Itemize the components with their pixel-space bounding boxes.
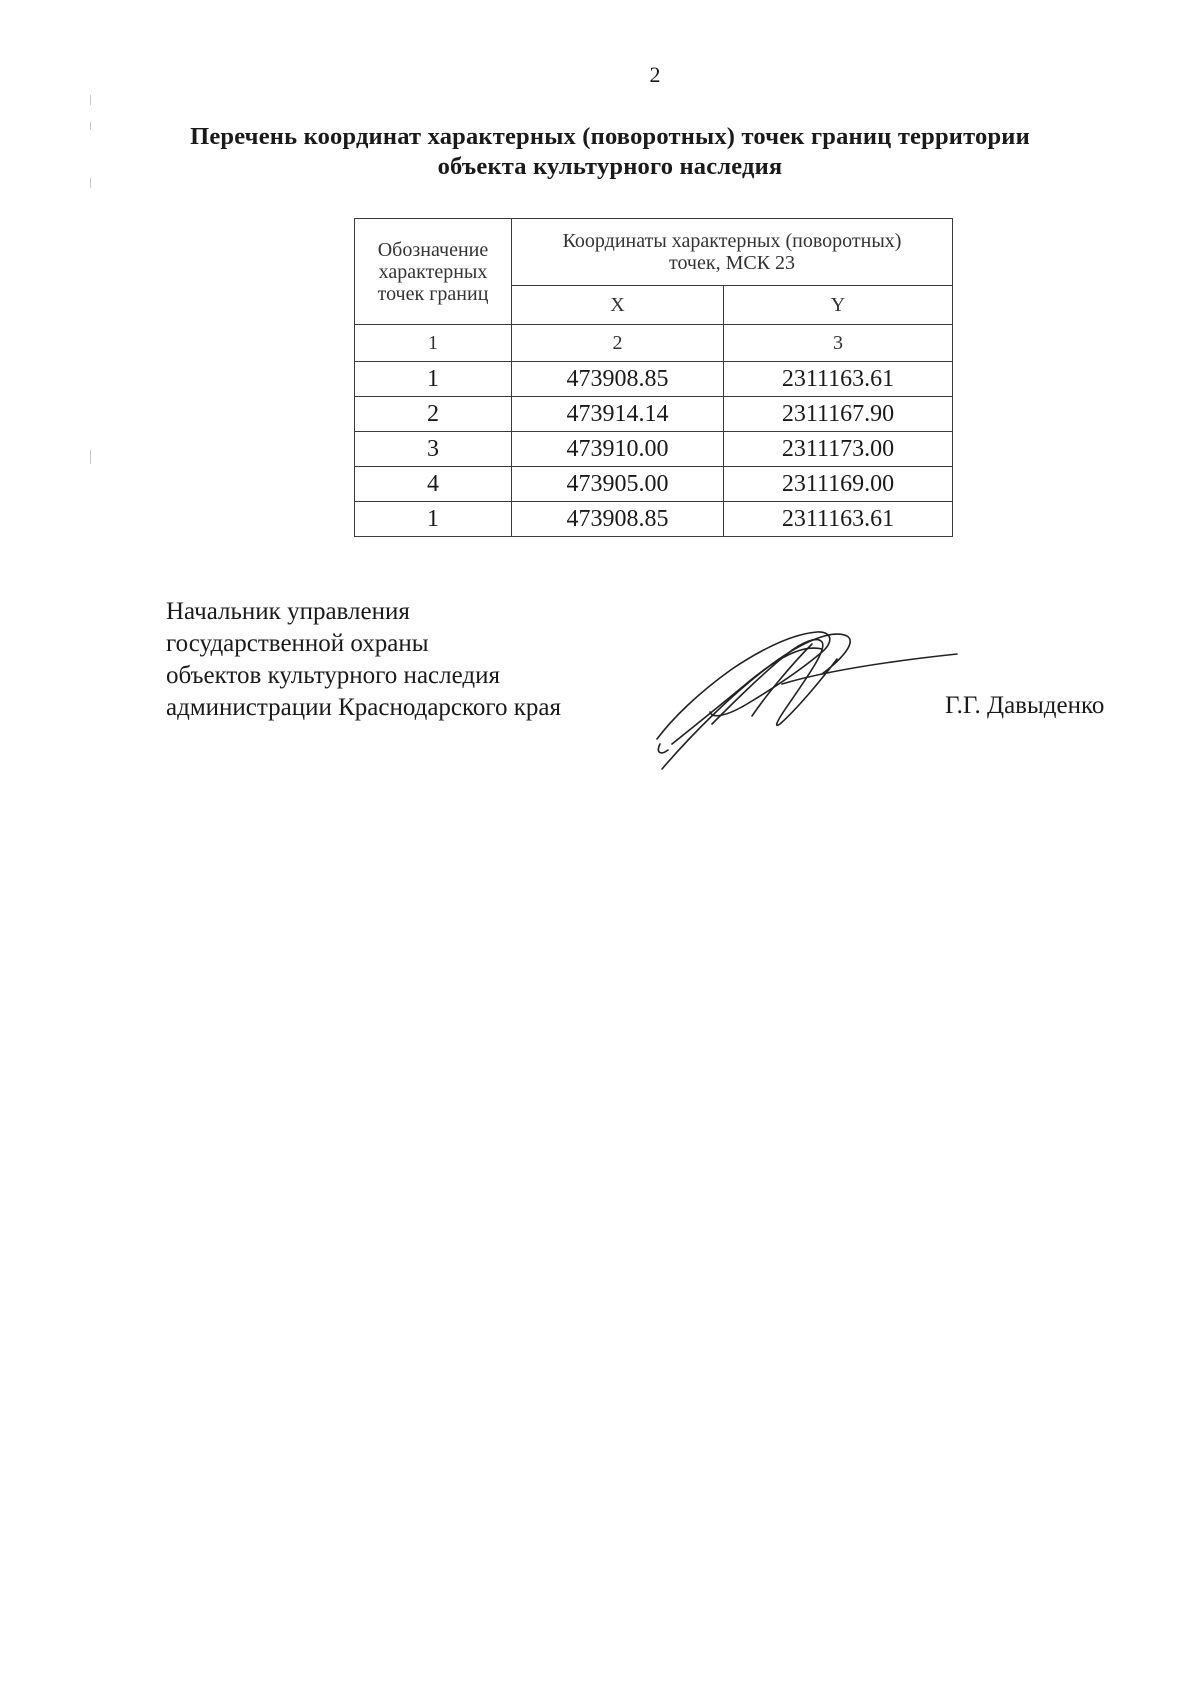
table-row — [355, 467, 953, 502]
position-line: государственной охраны — [166, 630, 429, 657]
point-id: 2 — [355, 397, 512, 432]
table-row — [355, 502, 953, 537]
coord-x: 473914.14 — [512, 397, 724, 432]
position-line: Начальник управления — [166, 598, 410, 625]
signatory-position — [166, 596, 561, 724]
point-id: 4 — [355, 467, 512, 502]
coord-x: 473905.00 — [512, 467, 724, 502]
point-id: 1 — [355, 502, 512, 537]
coord-x: 473910.00 — [512, 432, 724, 467]
table-row — [355, 397, 953, 432]
header-coordinates-group: Координаты характерных (поворотных) точек, МСК 23 — [512, 219, 953, 286]
margin-mark — [90, 95, 91, 105]
coord-y: 2311173.00 — [724, 432, 953, 467]
position-line: объектов культурного наследия — [166, 662, 500, 689]
coord-x: 473908.85 — [512, 362, 724, 397]
header-x: X — [512, 286, 724, 325]
title-line-1: Перечень координат характерных (поворотных) точек границ территории — [190, 123, 1030, 150]
column-number: 2 — [512, 325, 724, 362]
point-id: 1 — [355, 362, 512, 397]
signer-name: Г.Г. Давыденко — [945, 692, 1105, 719]
margin-mark — [90, 450, 91, 464]
position-line: администрации Краснодарского края — [166, 694, 562, 721]
coord-y: 2311167.90 — [724, 397, 953, 432]
table-row — [355, 432, 953, 467]
table-row — [355, 362, 953, 397]
column-number: 3 — [724, 325, 953, 362]
coord-y: 2311163.61 — [724, 502, 953, 537]
point-id: 3 — [355, 432, 512, 467]
page-number: 2 — [649, 62, 661, 87]
document-title — [160, 122, 1060, 182]
column-numbers-row — [355, 325, 953, 362]
margin-mark — [90, 178, 91, 188]
handwritten-signature — [652, 624, 972, 774]
coord-x: 473908.85 — [512, 502, 724, 537]
table-header-row — [355, 219, 953, 286]
coordinates-table — [354, 218, 953, 537]
header-point-designation: Обозначение характерных точек границ — [355, 219, 512, 325]
column-number: 1 — [355, 325, 512, 362]
title-line-2: объекта культурного наследия — [437, 153, 783, 180]
coord-y: 2311169.00 — [724, 467, 953, 502]
margin-mark — [90, 122, 91, 130]
coord-y: 2311163.61 — [724, 362, 953, 397]
header-y: Y — [724, 286, 953, 325]
